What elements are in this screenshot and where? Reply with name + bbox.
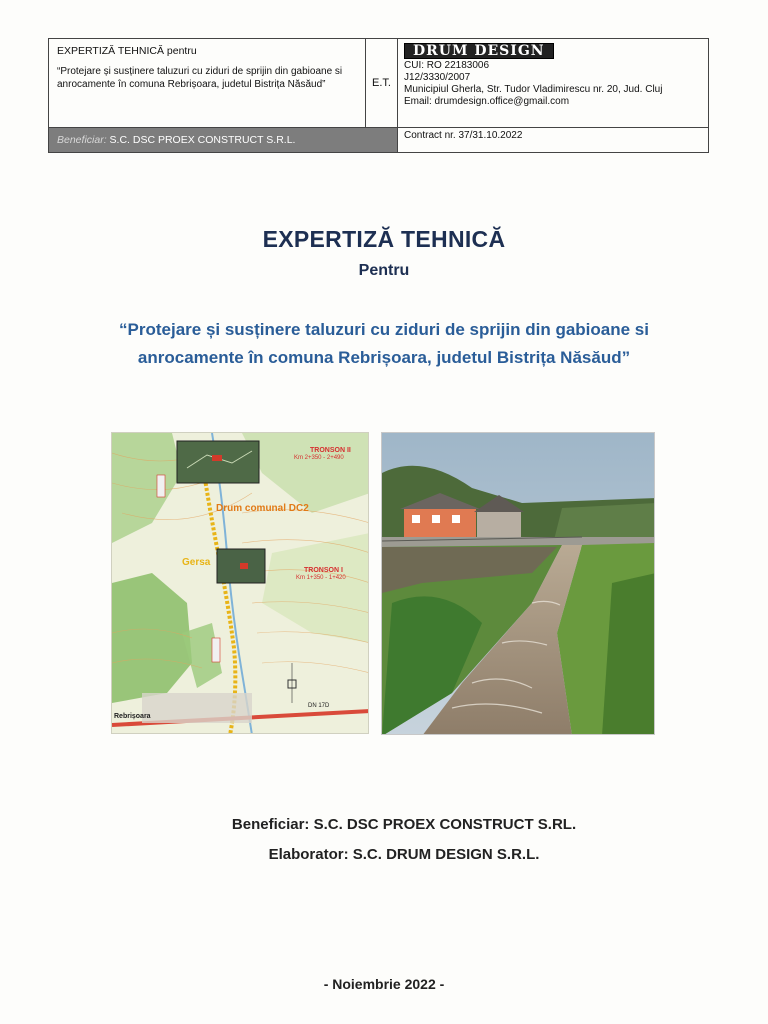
header-contract: Contract nr. 37/31.10.2022 <box>398 127 708 152</box>
company-cui: CUI: RO 22183006 <box>404 60 490 71</box>
header-table <box>48 38 709 153</box>
header-company-cell <box>398 39 708 127</box>
company-email: Email: drumdesign.office@gmail.com <box>404 96 570 107</box>
company-address: Municipiul Gherla, Str. Tudor Vladimirescu nr. 20, Jud. Cluj <box>404 84 663 95</box>
map-label-tronson1-km: Km 1+350 - 1+420 <box>296 575 346 581</box>
location-map <box>111 432 369 734</box>
map-label-tronson2: TRONSON II <box>310 447 351 454</box>
header-code: E.T. <box>366 39 398 127</box>
document-date: - Noiembrie 2022 - <box>323 976 445 992</box>
beneficiar-line: Beneficiar: S.C. DSC PROEX CONSTRUCT S.RL. <box>231 816 577 833</box>
project-subject: “Protejare și susținere taluzuri cu ziduri de sprijin din gabioane si anrocamente în comuna Rebrișoara, judetul Bistrița Năsăud” <box>119 320 649 367</box>
header-project-cell <box>49 39 366 127</box>
beneficiary-value: S.C. DSC PROEX CONSTRUCT S.R.L. <box>106 134 296 146</box>
map-label-town: Rebrișoara <box>114 713 151 720</box>
header-project-short: “Protejare și susținere taluzuri cu ziduri de sprijin din gabioane si anrocamente în comuna Rebrișoara, judetul Bistrița Năsăud” <box>57 66 343 90</box>
header-doc-type-bold: EXPERTIZĂ TEHNICĂ <box>57 45 164 57</box>
company-reg: J12/3330/2007 <box>404 72 471 83</box>
map-label-dn: DN 17D <box>308 703 330 709</box>
header-doc-type-rest: pentru <box>163 45 197 57</box>
elaborator-line: Elaborator: S.C. DRUM DESIGN S.R.L. <box>268 846 540 863</box>
map-label-tronson1: TRONSON I <box>304 567 343 574</box>
header-beneficiary <box>49 127 398 152</box>
map-graphic <box>112 433 369 734</box>
page-title: EXPERTIZĂ TEHNICĂ <box>262 226 506 252</box>
map-label-village: Gersa <box>182 557 211 568</box>
header-doc-type <box>57 45 357 57</box>
site-photo-graphic <box>382 433 655 735</box>
map-label-road: Drum comunal DC2 <box>216 503 309 514</box>
beneficiary-label: Beneficiar: <box>57 134 107 146</box>
map-label-tronson2-km: Km 2+350 - 2+490 <box>294 455 344 461</box>
page-subtitle: Pentru <box>358 262 410 279</box>
site-photo <box>381 432 655 735</box>
company-logo: DRUM DESIGN <box>404 43 554 59</box>
